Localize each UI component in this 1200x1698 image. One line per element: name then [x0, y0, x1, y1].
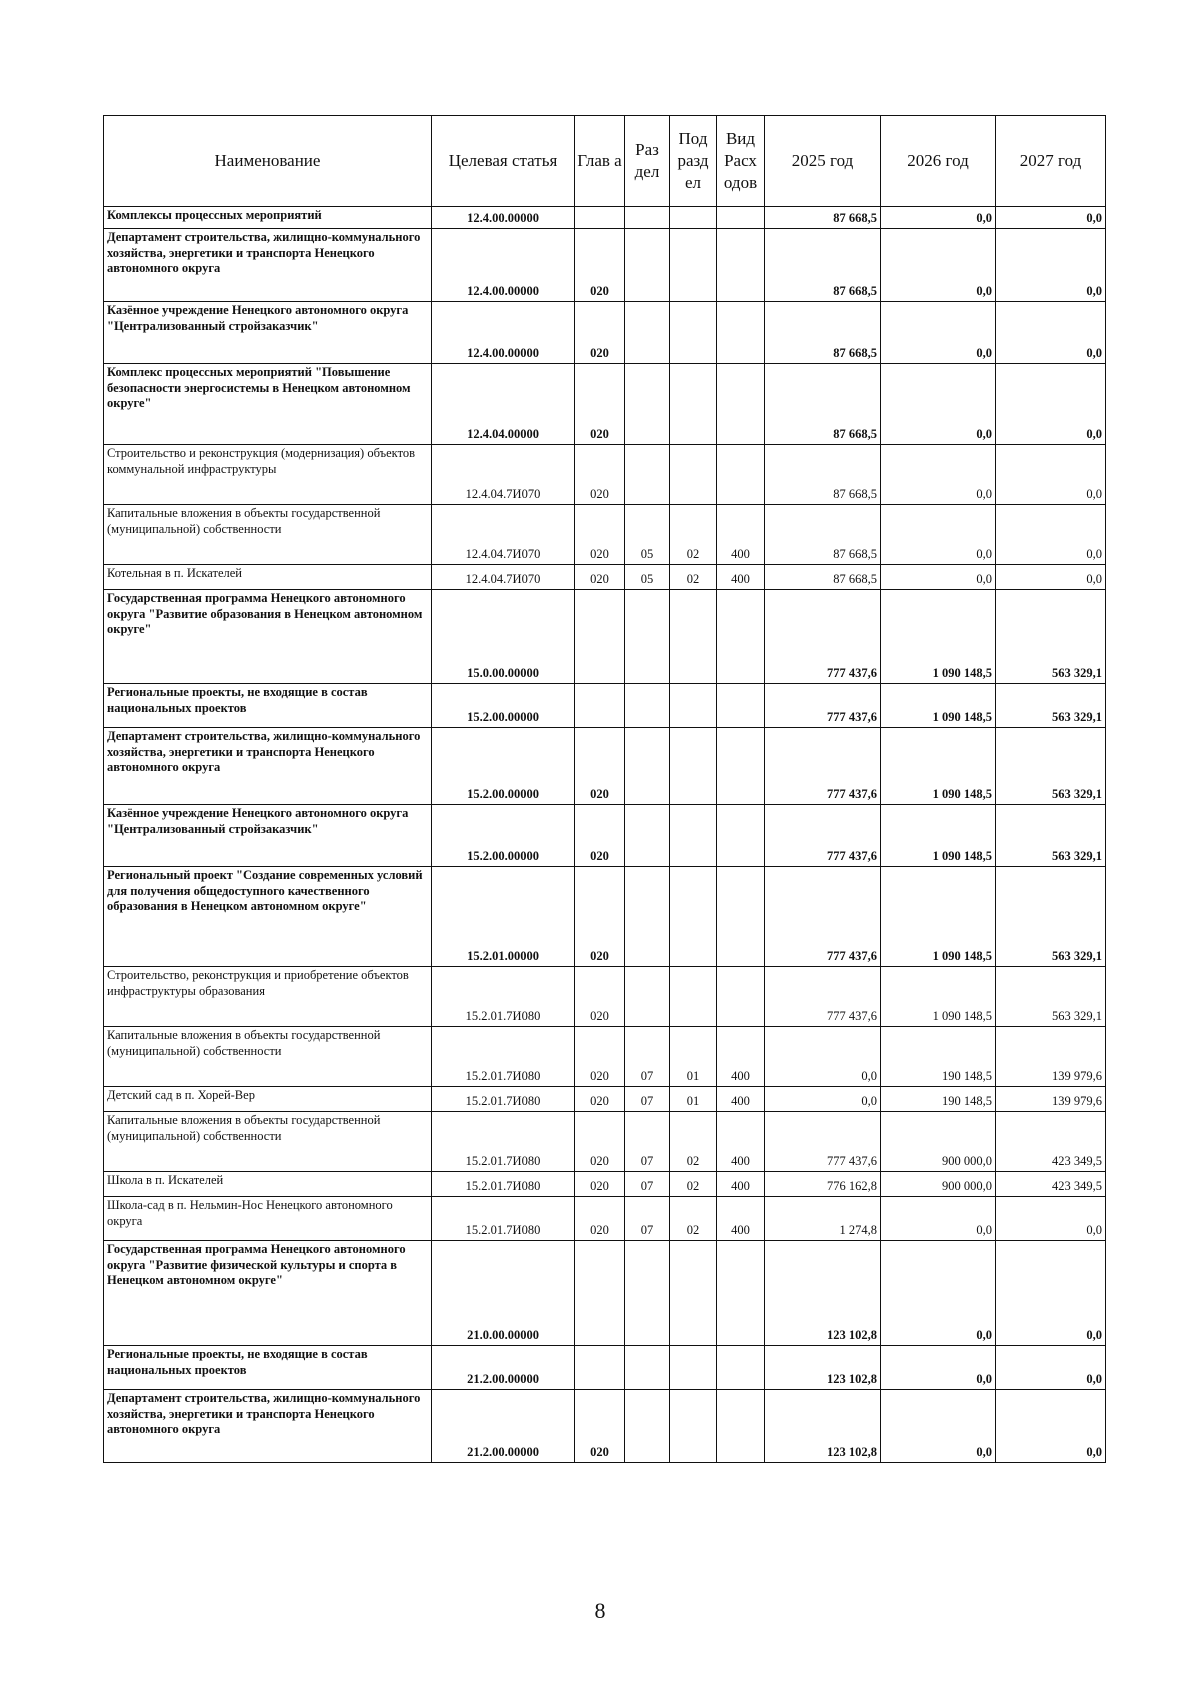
- table-row: [104, 565, 1106, 590]
- cell-y2027: 0,0: [996, 505, 1106, 565]
- table-row: [104, 445, 1106, 505]
- cell-y2027: 423 349,5: [996, 1112, 1106, 1172]
- cell-target: 12.4.00.00000: [432, 229, 575, 302]
- cell-y2026: 0,0: [881, 207, 996, 229]
- cell-expense-type: 400: [717, 1027, 765, 1087]
- cell-subsection: 01: [670, 1027, 717, 1087]
- table-row: [104, 1112, 1106, 1172]
- cell-section: [625, 728, 670, 805]
- cell-target: 12.4.00.00000: [432, 207, 575, 229]
- cell-expense-type: 400: [717, 565, 765, 590]
- cell-expense-type: [717, 867, 765, 967]
- table-row: [104, 302, 1106, 364]
- cell-section: 05: [625, 565, 670, 590]
- cell-section: [625, 867, 670, 967]
- cell-y2027: 0,0: [996, 1241, 1106, 1346]
- cell-chapter: 020: [575, 445, 625, 505]
- cell-y2026: 1 090 148,5: [881, 805, 996, 867]
- cell-subsection: [670, 1346, 717, 1390]
- cell-y2025: 87 668,5: [765, 565, 881, 590]
- cell-chapter: 020: [575, 728, 625, 805]
- cell-name: Казённое учреждение Ненецкого автономного округа "Централизованный стройзаказчик": [104, 805, 432, 867]
- cell-target: 12.4.04.7И070: [432, 505, 575, 565]
- cell-y2026: 0,0: [881, 565, 996, 590]
- cell-chapter: 020: [575, 505, 625, 565]
- header-name: Наименование: [104, 116, 432, 207]
- cell-y2025: 1 274,8: [765, 1197, 881, 1241]
- table-row: [104, 1241, 1106, 1346]
- cell-y2027: 563 329,1: [996, 590, 1106, 684]
- cell-y2026: 900 000,0: [881, 1172, 996, 1197]
- cell-chapter: 020: [575, 967, 625, 1027]
- cell-name: Государственная программа Ненецкого автономного округа "Развитие физической культуры и спорта в Ненецком автономном округе": [104, 1241, 432, 1346]
- header-row: [104, 116, 1106, 207]
- cell-name: Региональные проекты, не входящие в состав национальных проектов: [104, 684, 432, 728]
- header-2027: 2027 год: [996, 116, 1106, 207]
- cell-name: Департамент строительства, жилищно-коммунального хозяйства, энергетики и транспорта Ненецкого автономного округа: [104, 1390, 432, 1463]
- cell-name: Государственная программа Ненецкого автономного округа "Развитие образования в Ненецком автономном округе": [104, 590, 432, 684]
- cell-subsection: [670, 684, 717, 728]
- cell-expense-type: [717, 967, 765, 1027]
- cell-y2026: 190 148,5: [881, 1027, 996, 1087]
- cell-y2025: 776 162,8: [765, 1172, 881, 1197]
- cell-chapter: 020: [575, 302, 625, 364]
- cell-y2025: 87 668,5: [765, 505, 881, 565]
- cell-target: 15.2.01.7И080: [432, 967, 575, 1027]
- cell-name: Комплекс процессных мероприятий "Повышение безопасности энергосистемы в Ненецком автономном округе": [104, 364, 432, 445]
- cell-subsection: 02: [670, 565, 717, 590]
- cell-y2027: 0,0: [996, 207, 1106, 229]
- cell-y2025: 777 437,6: [765, 728, 881, 805]
- cell-name: Комплексы процессных мероприятий: [104, 207, 432, 229]
- cell-y2026: 190 148,5: [881, 1087, 996, 1112]
- header-2025: 2025 год: [765, 116, 881, 207]
- cell-y2027: 0,0: [996, 302, 1106, 364]
- cell-name: Котельная в п. Искателей: [104, 565, 432, 590]
- cell-expense-type: [717, 364, 765, 445]
- cell-y2025: 87 668,5: [765, 229, 881, 302]
- table-row: [104, 1087, 1106, 1112]
- cell-section: [625, 1346, 670, 1390]
- table-row: [104, 805, 1106, 867]
- cell-y2026: 0,0: [881, 1346, 996, 1390]
- cell-y2026: 0,0: [881, 364, 996, 445]
- cell-subsection: [670, 728, 717, 805]
- cell-chapter: 020: [575, 1112, 625, 1172]
- cell-y2025: 777 437,6: [765, 1112, 881, 1172]
- header-target: Целевая статья: [432, 116, 575, 207]
- cell-chapter: 020: [575, 867, 625, 967]
- table-row: [104, 505, 1106, 565]
- cell-name: Региональные проекты, не входящие в состав национальных проектов: [104, 1346, 432, 1390]
- cell-y2026: 1 090 148,5: [881, 867, 996, 967]
- cell-chapter: [575, 1346, 625, 1390]
- cell-expense-type: 400: [717, 1197, 765, 1241]
- table-row: [104, 1197, 1106, 1241]
- cell-target: 15.2.01.7И080: [432, 1172, 575, 1197]
- cell-y2025: 777 437,6: [765, 967, 881, 1027]
- table-row: [104, 1027, 1106, 1087]
- cell-section: [625, 967, 670, 1027]
- cell-y2025: 0,0: [765, 1087, 881, 1112]
- header-subsection: Под разд ел: [670, 116, 717, 207]
- cell-y2026: 1 090 148,5: [881, 590, 996, 684]
- cell-section: [625, 364, 670, 445]
- cell-target: 15.2.01.7И080: [432, 1197, 575, 1241]
- cell-target: 15.2.00.00000: [432, 728, 575, 805]
- cell-y2026: 900 000,0: [881, 1112, 996, 1172]
- cell-y2027: 563 329,1: [996, 967, 1106, 1027]
- cell-y2027: 0,0: [996, 445, 1106, 505]
- cell-subsection: [670, 805, 717, 867]
- cell-y2027: 0,0: [996, 1197, 1106, 1241]
- cell-section: 07: [625, 1197, 670, 1241]
- cell-target: 21.2.00.00000: [432, 1390, 575, 1463]
- cell-target: 12.4.04.00000: [432, 364, 575, 445]
- cell-subsection: 02: [670, 1112, 717, 1172]
- cell-y2025: 777 437,6: [765, 867, 881, 967]
- cell-section: 07: [625, 1027, 670, 1087]
- cell-subsection: [670, 364, 717, 445]
- cell-expense-type: [717, 805, 765, 867]
- cell-target: 15.2.01.7И080: [432, 1112, 575, 1172]
- cell-section: 07: [625, 1172, 670, 1197]
- cell-section: [625, 805, 670, 867]
- table-row: [104, 207, 1106, 229]
- cell-target: 15.2.01.7И080: [432, 1087, 575, 1112]
- cell-section: [625, 684, 670, 728]
- cell-y2027: 0,0: [996, 364, 1106, 445]
- cell-chapter: 020: [575, 1390, 625, 1463]
- cell-y2027: 0,0: [996, 1346, 1106, 1390]
- cell-target: 15.2.01.7И080: [432, 1027, 575, 1087]
- table-row: [104, 1346, 1106, 1390]
- cell-y2025: 87 668,5: [765, 445, 881, 505]
- cell-section: 05: [625, 505, 670, 565]
- cell-expense-type: [717, 229, 765, 302]
- cell-y2026: 0,0: [881, 505, 996, 565]
- table-row: [104, 590, 1106, 684]
- cell-y2027: 423 349,5: [996, 1172, 1106, 1197]
- cell-subsection: [670, 1241, 717, 1346]
- cell-chapter: [575, 207, 625, 229]
- cell-chapter: 020: [575, 229, 625, 302]
- cell-y2025: 87 668,5: [765, 207, 881, 229]
- cell-subsection: [670, 967, 717, 1027]
- cell-target: 21.2.00.00000: [432, 1346, 575, 1390]
- cell-y2025: 0,0: [765, 1027, 881, 1087]
- cell-expense-type: [717, 1241, 765, 1346]
- header-2026: 2026 год: [881, 116, 996, 207]
- cell-y2027: 139 979,6: [996, 1027, 1106, 1087]
- cell-section: [625, 1241, 670, 1346]
- cell-section: [625, 445, 670, 505]
- cell-subsection: [670, 1390, 717, 1463]
- table-row: [104, 728, 1106, 805]
- cell-expense-type: 400: [717, 1172, 765, 1197]
- cell-chapter: 020: [575, 805, 625, 867]
- cell-y2025: 123 102,8: [765, 1241, 881, 1346]
- cell-y2026: 0,0: [881, 1241, 996, 1346]
- cell-name: Школа в п. Искателей: [104, 1172, 432, 1197]
- table-row: [104, 1390, 1106, 1463]
- cell-y2026: 1 090 148,5: [881, 728, 996, 805]
- cell-y2026: 0,0: [881, 302, 996, 364]
- cell-chapter: 020: [575, 1087, 625, 1112]
- cell-subsection: [670, 302, 717, 364]
- header-expense-type: Вид Расх одов: [717, 116, 765, 207]
- cell-name: Капитальные вложения в объекты государственной (муниципальной) собственности: [104, 1112, 432, 1172]
- cell-chapter: [575, 684, 625, 728]
- cell-y2026: 0,0: [881, 229, 996, 302]
- cell-expense-type: [717, 1390, 765, 1463]
- cell-name: Капитальные вложения в объекты государственной (муниципальной) собственности: [104, 505, 432, 565]
- cell-subsection: [670, 590, 717, 684]
- cell-name: Детский сад в п. Хорей-Вер: [104, 1087, 432, 1112]
- cell-expense-type: 400: [717, 1112, 765, 1172]
- cell-chapter: [575, 1241, 625, 1346]
- cell-y2026: 0,0: [881, 445, 996, 505]
- cell-target: 12.4.04.7И070: [432, 445, 575, 505]
- cell-chapter: 020: [575, 1027, 625, 1087]
- cell-y2026: 0,0: [881, 1390, 996, 1463]
- cell-expense-type: [717, 728, 765, 805]
- cell-y2025: 123 102,8: [765, 1346, 881, 1390]
- cell-subsection: [670, 229, 717, 302]
- cell-y2025: 87 668,5: [765, 302, 881, 364]
- header-section: Раз дел: [625, 116, 670, 207]
- cell-section: 07: [625, 1087, 670, 1112]
- cell-expense-type: [717, 684, 765, 728]
- cell-chapter: [575, 590, 625, 684]
- cell-chapter: 020: [575, 1197, 625, 1241]
- table-row: [104, 1172, 1106, 1197]
- table-row: [104, 684, 1106, 728]
- cell-section: [625, 207, 670, 229]
- cell-name: Департамент строительства, жилищно-коммунального хозяйства, энергетики и транспорта Ненецкого автономного округа: [104, 229, 432, 302]
- cell-name: Департамент строительства, жилищно-коммунального хозяйства, энергетики и транспорта Ненецкого автономного округа: [104, 728, 432, 805]
- cell-section: [625, 302, 670, 364]
- cell-y2025: 123 102,8: [765, 1390, 881, 1463]
- cell-name: Школа-сад в п. Нельмин-Нос Ненецкого автономного округа: [104, 1197, 432, 1241]
- cell-y2025: 87 668,5: [765, 364, 881, 445]
- cell-name: Капитальные вложения в объекты государственной (муниципальной) собственности: [104, 1027, 432, 1087]
- cell-subsection: 01: [670, 1087, 717, 1112]
- cell-expense-type: [717, 445, 765, 505]
- budget-table: [103, 115, 1106, 1463]
- cell-chapter: 020: [575, 565, 625, 590]
- cell-y2027: 563 329,1: [996, 684, 1106, 728]
- cell-chapter: 020: [575, 364, 625, 445]
- cell-section: 07: [625, 1112, 670, 1172]
- cell-y2027: 0,0: [996, 1390, 1106, 1463]
- cell-y2025: 777 437,6: [765, 805, 881, 867]
- cell-subsection: 02: [670, 1197, 717, 1241]
- cell-name: Строительство и реконструкция (модернизация) объектов коммунальной инфраструктуры: [104, 445, 432, 505]
- cell-target: 15.2.01.00000: [432, 867, 575, 967]
- cell-y2026: 1 090 148,5: [881, 967, 996, 1027]
- cell-y2025: 777 437,6: [765, 590, 881, 684]
- cell-y2027: 139 979,6: [996, 1087, 1106, 1112]
- cell-subsection: [670, 445, 717, 505]
- cell-subsection: [670, 207, 717, 229]
- cell-expense-type: [717, 302, 765, 364]
- cell-section: [625, 1390, 670, 1463]
- cell-y2027: 0,0: [996, 229, 1106, 302]
- table-row: [104, 867, 1106, 967]
- cell-y2026: 1 090 148,5: [881, 684, 996, 728]
- cell-chapter: 020: [575, 1172, 625, 1197]
- cell-y2025: 777 437,6: [765, 684, 881, 728]
- cell-name: Строительство, реконструкция и приобретение объектов инфраструктуры образования: [104, 967, 432, 1027]
- cell-y2027: 0,0: [996, 565, 1106, 590]
- cell-expense-type: [717, 207, 765, 229]
- cell-target: 12.4.00.00000: [432, 302, 575, 364]
- cell-name: Казённое учреждение Ненецкого автономного округа "Централизованный стройзаказчик": [104, 302, 432, 364]
- cell-expense-type: 400: [717, 1087, 765, 1112]
- cell-target: 15.0.00.00000: [432, 590, 575, 684]
- cell-subsection: 02: [670, 505, 717, 565]
- table-row: [104, 967, 1106, 1027]
- cell-expense-type: 400: [717, 505, 765, 565]
- cell-expense-type: [717, 1346, 765, 1390]
- cell-name: Региональный проект "Создание современных условий для получения общедоступного качественного образования в Ненецком автономном округе": [104, 867, 432, 967]
- cell-y2026: 0,0: [881, 1197, 996, 1241]
- table-row: [104, 364, 1106, 445]
- cell-subsection: [670, 867, 717, 967]
- cell-target: 15.2.00.00000: [432, 805, 575, 867]
- cell-y2027: 563 329,1: [996, 805, 1106, 867]
- cell-y2027: 563 329,1: [996, 728, 1106, 805]
- cell-target: 12.4.04.7И070: [432, 565, 575, 590]
- page-number: 8: [594, 1598, 606, 1623]
- cell-section: [625, 229, 670, 302]
- cell-section: [625, 590, 670, 684]
- header-chapter: Глав а: [575, 116, 625, 207]
- cell-target: 15.2.00.00000: [432, 684, 575, 728]
- cell-expense-type: [717, 590, 765, 684]
- cell-y2027: 563 329,1: [996, 867, 1106, 967]
- table-body: [104, 207, 1106, 1463]
- cell-subsection: 02: [670, 1172, 717, 1197]
- table-row: [104, 229, 1106, 302]
- cell-target: 21.0.00.00000: [432, 1241, 575, 1346]
